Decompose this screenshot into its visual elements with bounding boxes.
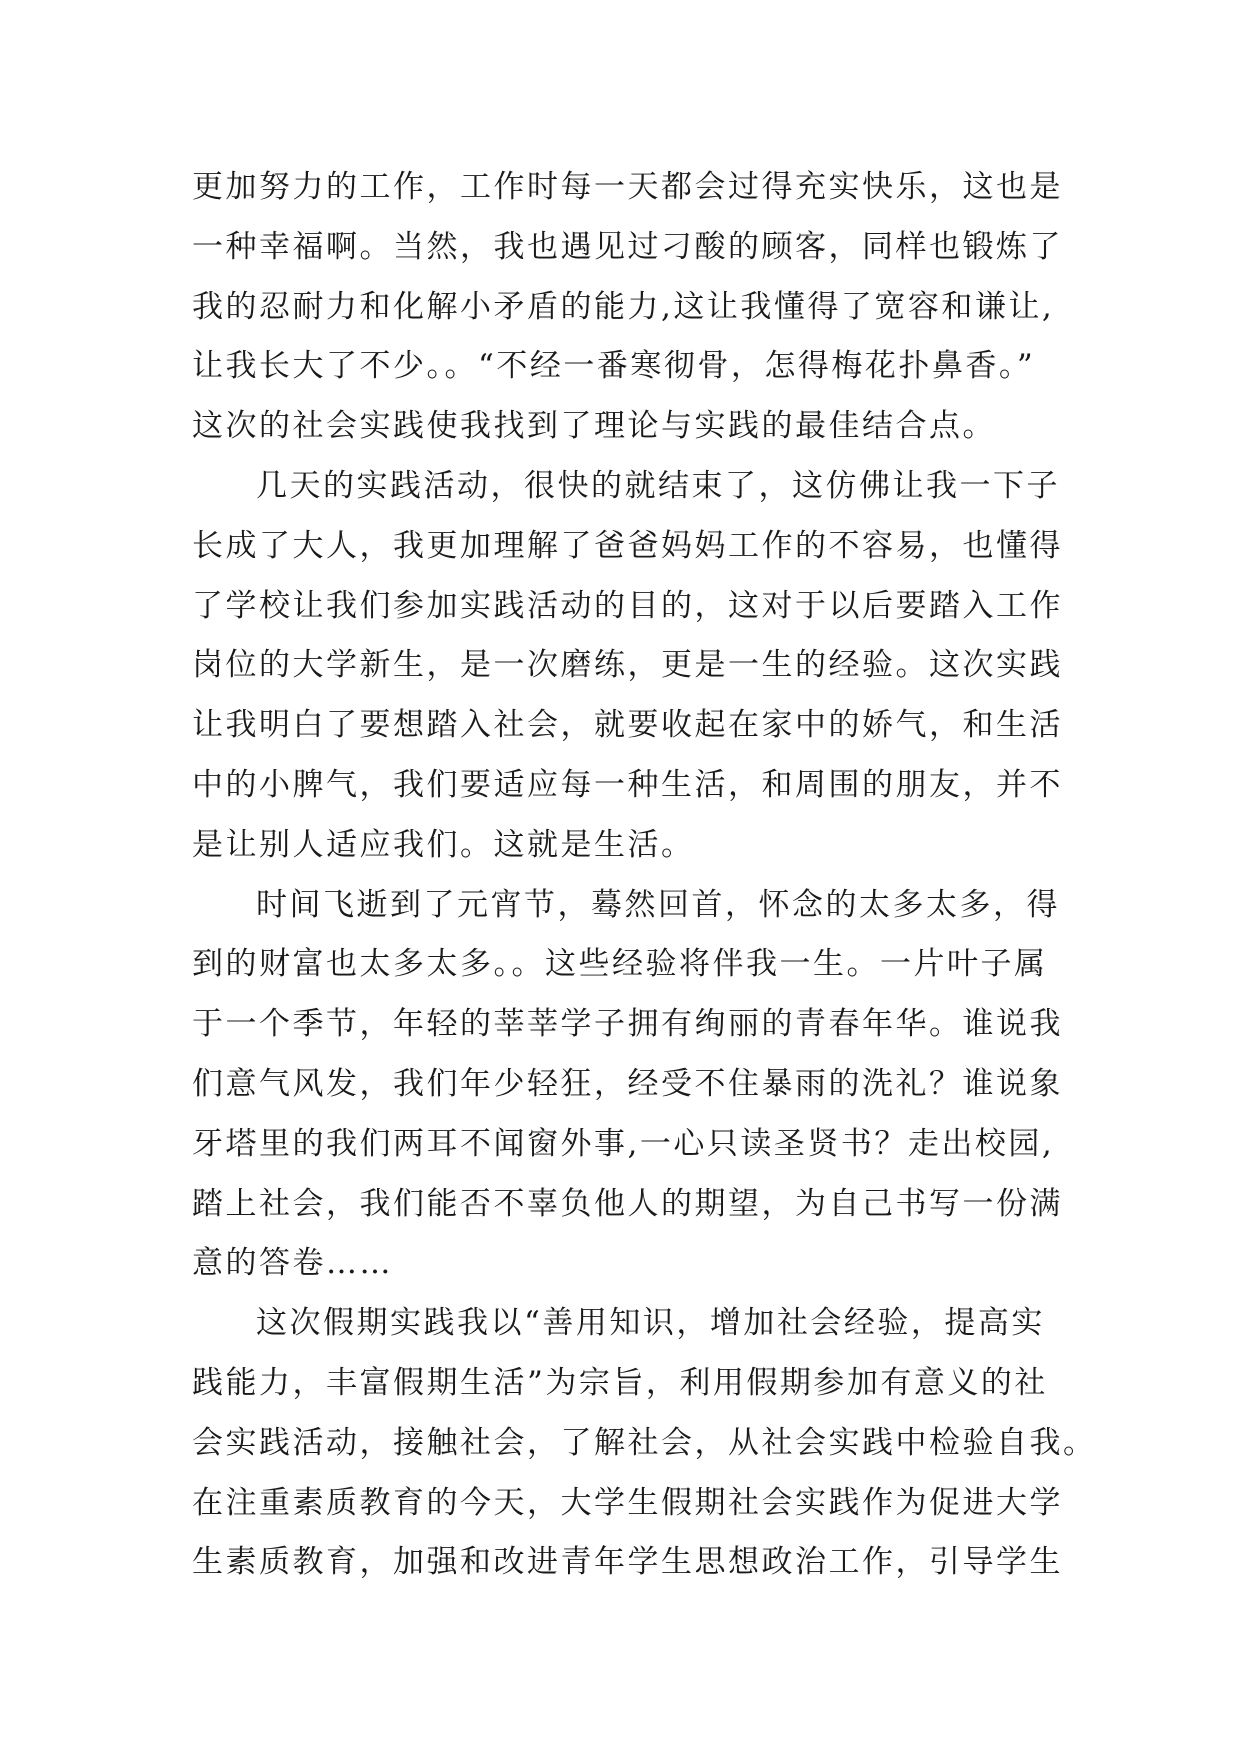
text-line: 踏上社会，我们能否不辜负他人的期望，为自己书写一份满 [192, 1185, 1063, 1222]
text-line: 中的小脾气，我们要适应每一种生活，和周围的朋友，并不 [192, 766, 1063, 803]
text-line: 这次的社会实践使我找到了理论与实践的最佳结合点。 [192, 408, 996, 445]
text-line: 时间飞逝到了元宵节，蓦然回首，怀念的太多太多，得 [256, 886, 1060, 923]
text-line: 几天的实践活动，很快的就结束了，这仿佛让我一下子 [256, 467, 1060, 504]
text-line: 这次假期实践我以“善用知识，增加社会经验，提高实 [256, 1305, 1045, 1342]
text-line: 践能力，丰富假期生活”为宗旨，利用假期参加有意义的社 [192, 1364, 1048, 1401]
paragraph-2 [192, 457, 1072, 876]
text-line: 了学校让我们参加实践活动的目的，这对于以后要踏入工作 [192, 587, 1063, 624]
text-line: 生素质教育，加强和改进青年学生思想政治工作，引导学生 [192, 1544, 1063, 1581]
text-line: 岗位的大学新生，是一次磨练，更是一生的经验。这次实践 [192, 647, 1063, 684]
paragraph-1 [192, 158, 1072, 457]
text-line: 是让别人适应我们。这就是生活。 [192, 826, 695, 863]
text-line: 让我长大了不少。。“不经一番寒彻骨，怎得梅花扑鼻香。” [192, 348, 1036, 385]
text-line: 让我明白了要想踏入社会，就要收起在家中的娇气，和生活 [192, 707, 1063, 744]
document-body [192, 158, 1097, 1593]
text-line: 到的财富也太多太多。。这些经验将伴我一生。一片叶子属 [192, 946, 1048, 983]
text-line: 意的答卷…… [192, 1245, 393, 1282]
text-line: 我的忍耐力和化解小矛盾的能力,这让我懂得了宽容和谦让, [192, 288, 1055, 325]
text-line: 更加努力的工作，工作时每一天都会过得充实快乐，这也是 [192, 169, 1063, 205]
paragraph-3 [192, 876, 1072, 1295]
paragraph-4 [192, 1294, 1097, 1593]
text-line: 在注重素质教育的今天，大学生假期社会实践作为促进大学 [192, 1484, 1063, 1521]
text-line: 会实践活动，接触社会，了解社会，从社会实践中检验自我。 [192, 1424, 1097, 1461]
text-line: 一种幸福啊。当然，我也遇见过刁酸的顾客，同样也锻炼了 [192, 228, 1063, 265]
text-line: 牙塔里的我们两耳不闻窗外事,一心只读圣贤书？走出校园, [192, 1125, 1055, 1162]
text-line: 们意气风发，我们年少轻狂，经受不住暴雨的洗礼？谁说象 [192, 1065, 1063, 1102]
text-line: 于一个季节，年轻的莘莘学子拥有绚丽的青春年华。谁说我 [192, 1006, 1063, 1043]
text-line: 长成了大人，我更加理解了爸爸妈妈工作的不容易，也懂得 [192, 527, 1063, 564]
